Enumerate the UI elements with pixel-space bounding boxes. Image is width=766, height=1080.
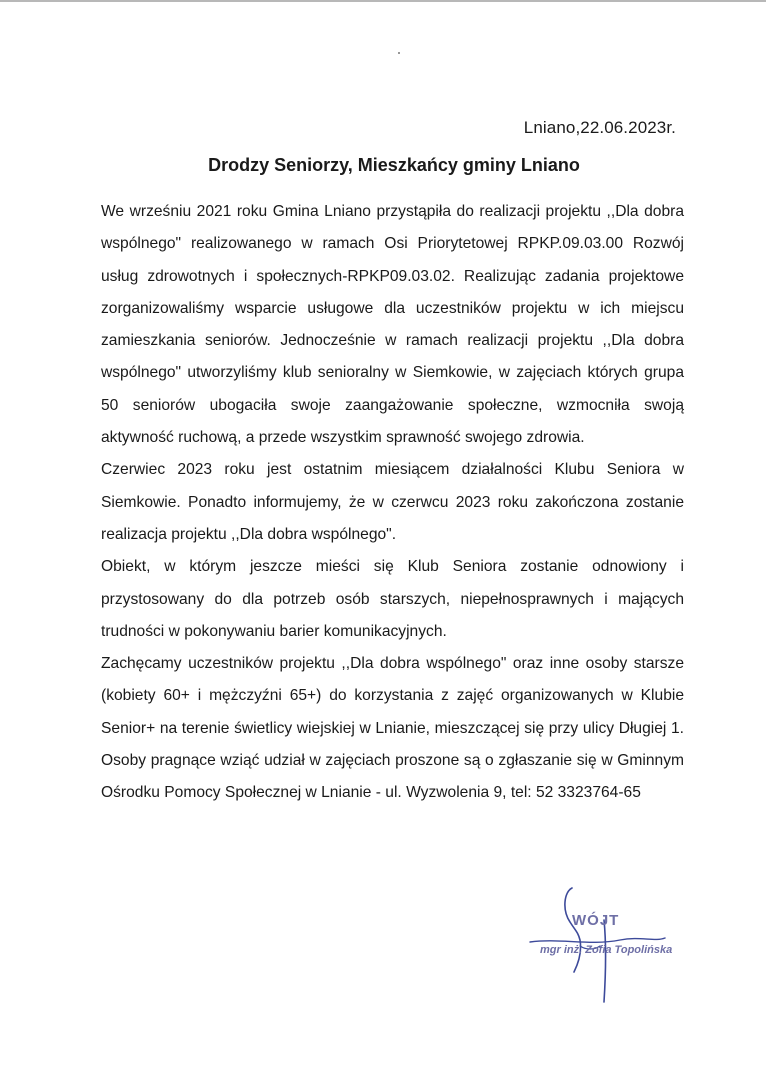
paragraph-building-renovation: Obiekt, w którym jeszcze mieści się Klub Seniora zostanie odnowiony i przystosowany do dla potrzeb osób starszych, niepełnosprawnych i mających trudności w pokonywaniu barier komunikacyjnych. [101, 558, 684, 640]
signature-stamp-block [520, 880, 710, 1010]
paragraph-club-closing: Czerwiec 2023 roku jest ostatnim miesiącem działalności Klubu Seniora w Siemkowie. Ponadto informujemy, że w czerwcu 2023 roku zakończona zostanie realizacja projektu ,,Dla dobra wspólnego". [101, 461, 684, 543]
scan-top-edge [0, 0, 766, 2]
stamp-name: mgr inż. Zofia Topolińska [540, 944, 673, 956]
letter-body [101, 196, 684, 810]
paragraph-invitation: Zachęcamy uczestników projektu ,,Dla dobra wspólnego" oraz inne osoby starsze (kobiety 60+ i mężczyźni 65+) do korzystania z zajęć organizowanych w Klubie Senior+ na terenie świetlicy wiejskiej w Lnianie, mieszczącej się przy ulicy Długiej 1. Osoby pragnące wziąć udział w zajęciach proszone są o zgłaszanie się w Gminnym Ośrodku Pomocy Społecznej w Lnianie - ul. Wyzwolenia 9, tel: 52 3323764-65 [101, 655, 684, 802]
letter-title: Drodzy Seniorzy, Mieszkańcy gminy Lniano [208, 155, 580, 175]
paragraph-project-intro: We wrześniu 2021 roku Gmina Lniano przystąpiła do realizacji projektu ,,Dla dobra wspólnego" realizowanego w ramach Osi Priorytetowej RPKP.09.03.00 Rozwój usług zdrowotnych i społecznych-RPKP09.03.02. Realizując zadania projektowe zorganizowaliśmy wsparcie usługowe dla uczestników projektu w ich miejscu zamieszkania seniorów. Jednocześnie w ramach realizacji projektu ,,Dla dobra wspólnego" utworzyliśmy klub senioralny w Siemkowie, w zajęciach których grupa 50 seniorów ubogaciła swoje zaangażowanie społeczne, wzmocniła swoją aktywność ruchową, a przede wszystkim sprawność swojego zdrowia. [101, 203, 684, 447]
scan-speck [398, 52, 400, 54]
stamp-title: WÓJT [572, 912, 620, 929]
date-line: Lniano,22.06.2023r. [523, 118, 676, 137]
